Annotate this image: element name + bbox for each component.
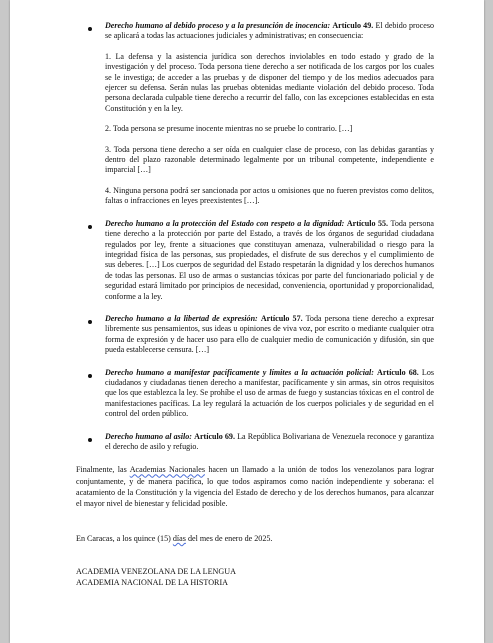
article-ref: Artículo 57.	[260, 313, 303, 323]
article-ref: Artículo 55.	[346, 218, 389, 228]
right-heading: Derecho humano a manifestar pacíficamente y límites a la actuación policial:	[105, 367, 374, 377]
bullet-icon	[88, 225, 92, 229]
sub-paragraph: 1. La defensa y la asistencia jurídica son derechos inviolables en todo estado y grado de la investigación y del proceso. Toda persona tiene derecho a ser notificada de los cargos por los cuales se le investiga; de acceder a las pruebas y de disponer del tiempo y de los medios adecuados para ejercer su defensa. Serán nulas las pruebas obtenidas mediante violación del debido proceso. Toda persona declarada culpable tiene derecho a recurrir del fallo, con las excepciones establecidas en esta Constitución y en la ley.	[105, 51, 434, 113]
closing-text: hacen un llamado a la unión de todos los venezolanos para lograr conjuntamente, y de manera pacífica, lo que todos aspiramos como nación independiente y soberana: el acatamiento de la Constitución y la vigencia del Estado de derecho y de los derechos humanos, para alcanzar el mayor nivel de bienestar y felicidad posible.	[76, 465, 434, 509]
dateline-suffix: del mes de enero de 2025.	[185, 534, 273, 544]
article-text: La República Bolivariana de Venezuela reconoce y garantiza el derecho de asilo y refugio.	[105, 431, 434, 451]
bullet-icon	[88, 374, 92, 378]
paragraph	[105, 21, 434, 42]
paragraph	[105, 314, 434, 356]
article-ref: Artículo 68.	[377, 367, 419, 377]
sub-paragraph: 2. Toda persona se presume inocente mientras no se pruebe lo contrario. […]	[105, 124, 353, 134]
article-ref: Artículo 49.	[332, 21, 374, 30]
list-item	[76, 432, 434, 453]
sub-paragraph: 3. Toda persona tiene derecho a ser oída en cualquier clase de proceso, con las debidas garantías y dentro del plazo razonable determinado legalmente por un tribunal competente, independiente e imparcial […]	[105, 144, 434, 175]
article-text: Los ciudadanos y ciudadanas tienen derecho a manifestar, pacíficamente y sin armas, sin otros requisitos que los que establezca la ley. Se prohíbe el uso de armas de fuego y sustancias tóxicas en el control de manifestaciones pacíficas. La ley regulará la actuación de los cuerpos policiales y de seguridad en el control del orden público.	[105, 367, 434, 419]
right-heading: Derecho humano a la libertad de expresión:	[105, 313, 258, 323]
signature-line: ACADEMIA NACIONAL DE LA HISTORIA	[76, 577, 228, 587]
bullet-icon	[88, 27, 92, 31]
bullet-icon	[88, 320, 92, 324]
signature-block	[76, 567, 434, 588]
paragraph	[105, 219, 434, 302]
right-heading: Derecho humano al asilo:	[105, 431, 192, 441]
dateline-dias: días	[172, 534, 186, 544]
list-item	[76, 219, 434, 302]
academias-link: Academias Nacionales	[129, 465, 205, 475]
list-item	[76, 368, 434, 420]
dateline	[76, 533, 434, 544]
article-ref: Artículo 69.	[194, 431, 235, 441]
dateline-prefix: En Caracas, a los quince (15)	[76, 534, 173, 544]
article-text: Toda persona tiene derecho a la protección por parte del Estado, a través de los órganos de seguridad ciudadana regulados por ley, frente a situaciones que constituyan amenaza, vulnerabilidad o riesgo para la integridad física de las personas, sus propiedades, el disfrute de sus derechos y el cumplimiento de sus deberes. […] Los cuerpos de seguridad del Estado respetarán la dignidad y los derechos humanos de todas las personas. El uso de armas o sustancias tóxicas por parte del funcionariado policial y de seguridad estará limitado por principios de necesidad, conveniencia, oportunidad y proporcionalidad, conforme a la ley.	[105, 218, 434, 301]
list-item	[76, 21, 434, 207]
article-text: Toda persona tiene derecho a expresar libremente sus pensamientos, sus ideas u opiniones de viva voz, por escrito o mediante cualquier otra forma de expresión y de hacer uso para ello de cualquier medio de comunicación y difusión, sin que pueda establecerse censura. […]	[105, 313, 435, 355]
signature-line: ACADEMIA VENEZOLANA DE LA LENGUA	[76, 567, 236, 577]
right-heading: Derecho humano a la protección del Estado con respeto a la dignidad:	[105, 218, 345, 228]
closing-paragraph	[76, 464, 434, 509]
paragraph	[105, 432, 434, 453]
bullet-icon	[88, 438, 92, 442]
document-body	[76, 21, 434, 588]
sub-paragraph: 4. Ninguna persona podrá ser sancionada por actos u omisiones que no fueren previstos como delitos, faltas o infracciones en leyes preexistentes […].	[105, 185, 434, 206]
article-text: El debido proceso se aplicará a todas las actuaciones judiciales y administrativas; en consecuencia:	[105, 21, 434, 41]
paragraph	[105, 368, 434, 420]
document-page	[10, 0, 484, 643]
list-item	[76, 314, 434, 356]
right-heading: Derecho humano al debido proceso y a la presunción de inocencia:	[105, 21, 331, 30]
closing-prefix: Finalmente, las	[76, 465, 130, 475]
